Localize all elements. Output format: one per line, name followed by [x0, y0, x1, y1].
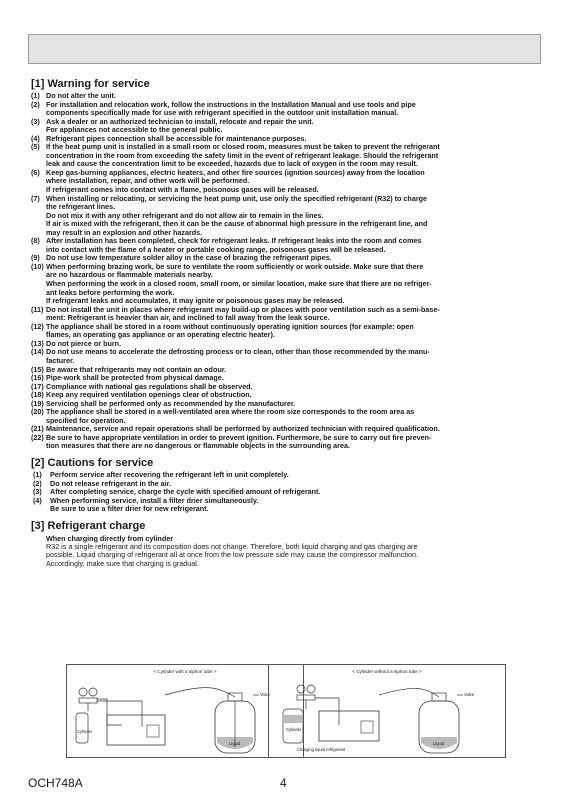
- item-line: If refrigerant leaks and accumulates, it may ignite or poisonous gases may be released.: [46, 296, 345, 306]
- item-line: For appliances not accessible to the general public.: [46, 125, 223, 135]
- item-line: leak and cause the concentration limit to be exceeded, hazards due to lack of oxygen in the room may result.: [46, 159, 418, 169]
- list-item: [31, 195, 543, 238]
- list-item: [31, 263, 543, 306]
- item-line: where installation, repair, and other work will be performed.: [46, 176, 250, 186]
- item-line: specified for operation.: [46, 415, 126, 425]
- item-line: facturer.: [46, 355, 75, 365]
- item-line: The appliance shall be stored in a well-ventilated area where the room size corresponds to the room area as: [46, 407, 415, 417]
- item-line: may result in an explosion and other hazards.: [46, 227, 203, 237]
- item-line: Be sure to use a filter drier for new refrigerant.: [50, 504, 209, 514]
- header-banner: [28, 34, 541, 64]
- item-number: (15): [31, 364, 44, 374]
- item-text: [46, 408, 543, 425]
- item-line: Perform service after recovering the refrigerant left in unit completely.: [50, 469, 289, 479]
- list-item: [31, 101, 543, 118]
- item-number: (1): [31, 91, 40, 100]
- item-line: Do not use low temperature solder alloy in the case of brazing the refrigerant pipes.: [46, 253, 332, 263]
- list-item: [31, 118, 543, 135]
- item-number: (3): [33, 487, 42, 497]
- item-line: Do not use means to accelerate the defrosting process or to clean, other than those recommended by the manu-: [46, 347, 430, 357]
- list-item: [31, 408, 543, 425]
- item-line: flames, an operating gas appliance or an operating electric heater).: [46, 330, 275, 340]
- item-line: Keep any required ventilation openings clear of obstruction.: [46, 390, 252, 400]
- item-line: When installing or relocating, or servicing the heat pump unit, use only the specified refrigerant (R32) to charge: [46, 193, 428, 203]
- item-number: (4): [33, 495, 42, 505]
- item-line: Do not install the unit in places where refrigerant may build-up or places with poor ventilation such as a semi-base-: [46, 304, 440, 314]
- item-line: ant leaks before performing the work.: [46, 287, 175, 297]
- section-title-cautions: [2] Cautions for service: [31, 456, 154, 469]
- list-item: [31, 434, 543, 451]
- item-number: (9): [31, 253, 40, 263]
- item-line: Refrigerant pipes connection shall be accessible for maintenance purposes.: [46, 133, 307, 143]
- cautions-list: [31, 471, 543, 514]
- item-text: [46, 118, 543, 135]
- item-line: Do not mix it with any other refrigerant and do not allow air to remain in the lines.: [46, 210, 324, 220]
- list-item: [31, 237, 543, 254]
- item-text: [46, 348, 543, 365]
- document-body: [31, 78, 543, 568]
- item-line: For installation and relocation work, follow the instructions in the Installation Manual and use tools and pipe: [46, 99, 416, 109]
- item-number: (3): [31, 116, 40, 126]
- list-item: [31, 323, 543, 340]
- page-number: 4: [280, 776, 287, 790]
- item-line: If refrigerant comes into contact with a flame, poisonous gases will be released.: [46, 185, 319, 195]
- list-item: [31, 306, 543, 323]
- valve-label: Valve: [260, 692, 271, 697]
- item-line: ment: Refrigerant is heavier than air, and inclined to fall away from the leak source.: [46, 313, 330, 323]
- list-item: [31, 497, 543, 514]
- section-cautions: [31, 457, 543, 514]
- section-warning: [31, 78, 543, 451]
- charge-paragraph: [31, 543, 543, 569]
- item-number: (8): [31, 236, 40, 246]
- list-item: [31, 348, 543, 365]
- item-line: concentration in the room from exceeding the safety limit in the event of refrigerant leakage. Should the refrigerant: [46, 150, 439, 160]
- liquid-label: Liquid: [229, 741, 241, 746]
- item-number: (2): [31, 99, 40, 109]
- item-text: [46, 169, 543, 195]
- figure-caption: < Cylinder with a siphon tube >: [153, 669, 217, 674]
- item-text: [46, 237, 543, 254]
- no-siphon-cylinder-diagram: [269, 665, 507, 759]
- item-line: Servicing shall be performed only as recommended by the manufacturer.: [46, 398, 296, 408]
- section-title-charge: [3] Refrigerant charge: [31, 519, 146, 532]
- item-number: (17): [31, 381, 44, 391]
- item-number: (12): [31, 321, 44, 331]
- item-line: Ask a dealer or an authorized technician to install, relocate and repair the unit.: [46, 116, 314, 126]
- paragraph-line: R32 is a single refrigerant and its composition does not change. Therefore, both liquid charging and gas charging are: [46, 541, 418, 551]
- item-number: (18): [31, 390, 44, 400]
- item-number: (1): [33, 469, 42, 479]
- cylinder-label: Cylinder: [77, 729, 93, 734]
- item-line: After installation has been completed, check for refrigerant leaks. If refrigerant leaks into the room and comes: [46, 236, 422, 246]
- item-line: Compliance with national gas regulations shall be observed.: [46, 381, 253, 391]
- figure-cylinder-without-siphon: [268, 664, 506, 758]
- paragraph-line: possible. Liquid charging of refrigerant all at once from the low pressure side may cause the compressor malfunction.: [46, 550, 418, 560]
- item-text: [46, 306, 543, 323]
- item-line: Maintenance, service and repair operations shall be performed by authorized technician with required qualification.: [46, 424, 440, 434]
- item-text: [46, 323, 543, 340]
- item-line: tion measures that there are no dangerous or flammable objects in the surrounding area.: [46, 441, 350, 451]
- item-line: the refrigerant lines.: [46, 202, 116, 212]
- charging-label: Charging liquid refrigerant: [297, 747, 346, 752]
- item-line: After completing service, charge the cycle with specified amount of refrigerant.: [50, 487, 321, 497]
- item-text: [46, 101, 543, 118]
- list-item: [31, 143, 543, 169]
- item-number: (5): [31, 142, 40, 152]
- item-line: Do not pierce or burn.: [46, 338, 122, 348]
- item-number: (16): [31, 373, 44, 383]
- section-refrigerant-charge: [31, 520, 543, 569]
- item-number: (2): [33, 478, 42, 488]
- item-line: Keep gas-burning appliances, electric heaters, and other fire sources (ignition sources) away from the location: [46, 167, 425, 177]
- item-number: (13): [31, 338, 44, 348]
- item-line: When performing the work in a closed room, small room, or similar location, make sure that there are no refriger-: [46, 279, 432, 289]
- list-item: [31, 169, 543, 195]
- item-line: If air is mixed with the refrigerant, then it can be the cause of abnormal high pressure in the refrigerant line, and: [46, 219, 428, 229]
- item-text: [46, 143, 543, 169]
- item-text: [46, 263, 543, 306]
- item-line: components specifically made for use with refrigerant specified in the outdoor unit installation manual.: [46, 108, 399, 118]
- item-line: are no hazardous or flammable materials nearby.: [46, 270, 213, 280]
- item-number: (10): [31, 261, 44, 271]
- item-line: Do not alter the unit.: [46, 91, 116, 100]
- item-line: Be sure to have appropriate ventilation in order to prevent ignition. Furthermore, be sure to carry out fire preven-: [46, 432, 432, 442]
- valve-label: Valve: [464, 692, 475, 697]
- item-number: (6): [31, 167, 40, 177]
- item-number: (14): [31, 347, 44, 357]
- liquid-label: Liquid: [433, 741, 445, 746]
- item-line: When performing brazing work, be sure to ventilate the room sufficiently or work outside. Make sure that there: [46, 261, 424, 271]
- charge-subtitle: When charging directly from cylinder: [46, 533, 174, 543]
- item-line: Be aware that refrigerants may not contain an odour.: [46, 364, 227, 374]
- item-text: [46, 195, 543, 238]
- item-line: Do not release refrigerant in the air.: [50, 478, 172, 488]
- item-line: into contact with the flame of a heater or portable cooking range, poisonous gases will be released.: [46, 244, 386, 254]
- item-number: (4): [31, 133, 40, 143]
- item-line: If the heat pump unit is installed in a small room or closed room, measures must be taken to prevent the refrigerant: [46, 142, 440, 152]
- item-number: (19): [31, 398, 44, 408]
- item-number: (22): [31, 432, 44, 442]
- item-line: When performing service, install a filter drier simultaneously.: [50, 495, 259, 505]
- item-text: [50, 497, 543, 514]
- cylinder-label: Cylinder: [286, 727, 302, 732]
- item-text: [46, 434, 543, 451]
- item-number: (11): [31, 304, 44, 314]
- model-number: OCH748A: [28, 776, 83, 790]
- item-line: Pipe-work shall be protected from physical damage.: [46, 373, 224, 383]
- figure-caption: < Cylinder without a siphon tube >: [352, 669, 422, 674]
- section-title-warning: [1] Warning for service: [31, 78, 150, 90]
- item-number: (21): [31, 424, 44, 434]
- warning-list: [31, 92, 543, 451]
- item-number: (7): [31, 193, 40, 203]
- paragraph-line: Accordingly, make sure that charging is gradual.: [46, 558, 199, 568]
- item-line: The appliance shall be stored in a room without continuously operating ignition sources (for example: open: [46, 321, 414, 331]
- item-number: (20): [31, 407, 44, 417]
